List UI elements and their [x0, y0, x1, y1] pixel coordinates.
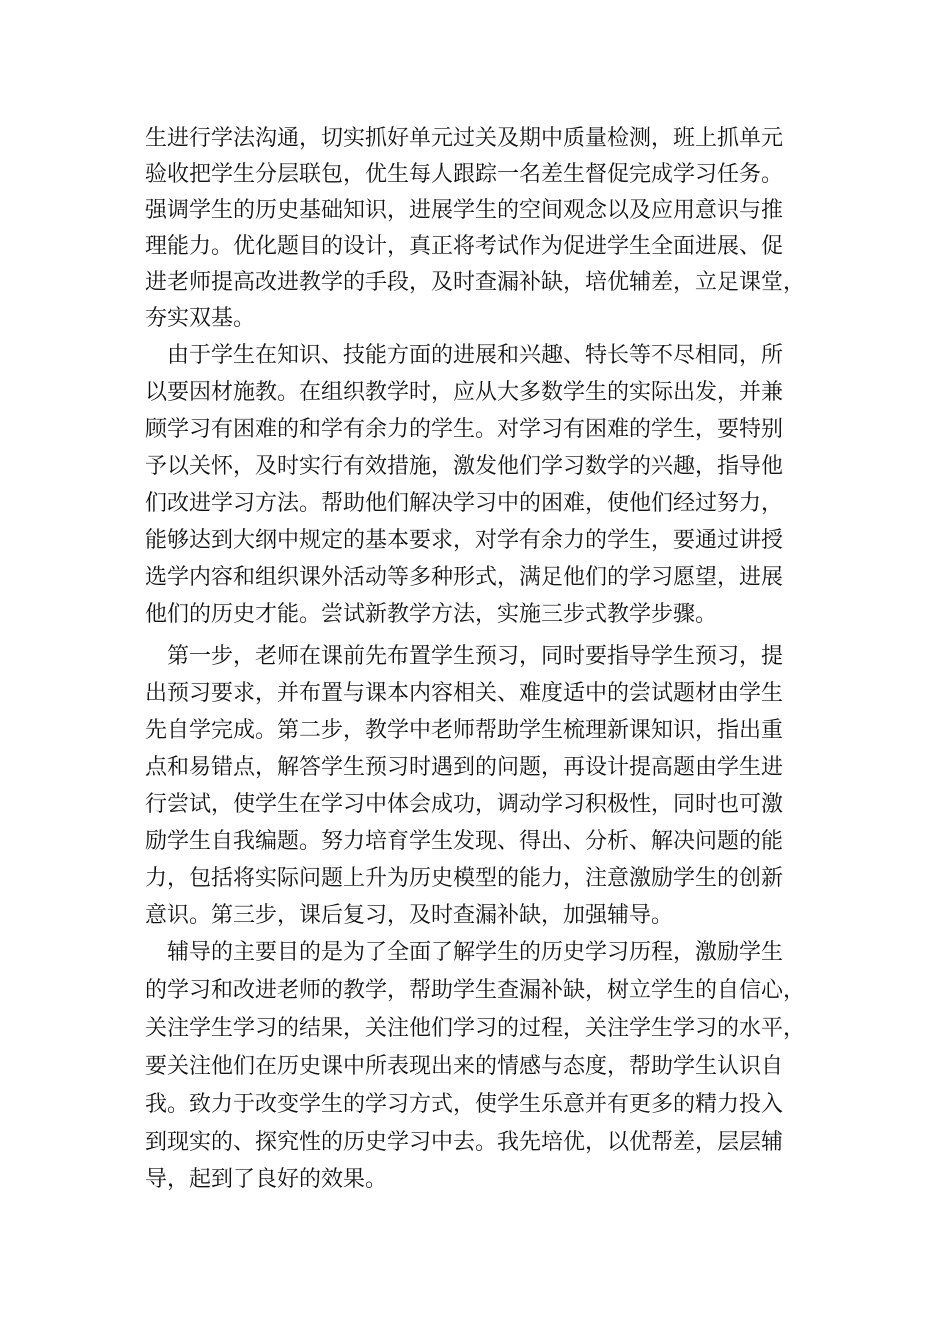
text-line: 点和易错点，解答学生预习时遇到的问题，再设计提高题由学生进: [145, 755, 784, 780]
text-line: 验收把学生分层联包，优生每人跟踪一名差生督促完成学习任务。: [145, 162, 784, 187]
text-line: 意识。第三步，课后复习，及时查漏补缺，加强辅导。: [145, 903, 674, 928]
text-line: 行尝试，使学生在学习中体会成功，调动学习积极性，同时也可激: [145, 792, 784, 817]
text-line: 予以关怀，及时实行有效措施，激发他们学习数学的兴趣，指导他: [145, 454, 784, 479]
text-line: 强调学生的历史基础知识，进展学生的空间观念以及应用意识与推: [145, 198, 784, 223]
text-line: 我。致力于改变学生的学习方式，使学生乐意并有更多的精力投入: [145, 1092, 784, 1117]
text-line: 励学生自我编题。努力培育学生发现、得出、分析、解决问题的能: [145, 829, 784, 854]
text-line: 进老师提高改进教学的手段，及时查漏补缺，培优辅差，立足课堂，: [145, 270, 806, 295]
text-line: 他们的历史才能。尝试新教学方法，实施三步式教学步骤。: [145, 602, 718, 627]
text-line: 辅导的主要目的是为了全面了解学生的历史学习历程，激励学生: [145, 940, 784, 965]
text-line: 到现实的、探究性的历史学习中去。我先培优，以优帮差，层层辅: [145, 1130, 784, 1155]
text-line: 理能力。优化题目的设计，真正将考试作为促进学生全面进展、促: [145, 234, 784, 259]
text-line: 以要因材施教。在组织教学时，应从大多数学生的实际出发，并兼: [145, 380, 784, 405]
text-line: 选学内容和组织课外活动等多种形式，满足他们的学习愿望，进展: [145, 565, 784, 590]
text-line: 的学习和改进老师的教学，帮助学生查漏补缺，树立学生的自信心，: [145, 978, 806, 1003]
text-line: 导，起到了良好的效果。: [145, 1167, 388, 1192]
text-line: 能够达到大纲中规定的基本要求，对学有余力的学生，要通过讲授: [145, 528, 784, 553]
text-line: 夯实双基。: [145, 306, 256, 331]
text-line: 力，包括将实际问题上升为历史模型的能力，注意激励学生的创新: [145, 866, 784, 891]
text-line: 由于学生在知识、技能方面的进展和兴趣、特长等不尽相同，所: [145, 343, 784, 368]
text-line: 要关注他们在历史课中所表现出来的情感与态度，帮助学生认识自: [145, 1054, 784, 1079]
text-line: 先自学完成。第二步，教学中老师帮助学生梳理新课知识，指出重: [145, 718, 784, 743]
text-line: 关注学生学习的结果，关注他们学习的过程，关注学生学习的水平，: [145, 1016, 806, 1041]
text-line: 出预习要求，并布置与课本内容相关、难度适中的尝试题材由学生: [145, 681, 784, 706]
text-line: 们改进学习方法。帮助他们解决学习中的困难，使他们经过努力，: [145, 491, 784, 516]
text-line: 生进行学法沟通，切实抓好单元过关及期中质量检测，班上抓单元: [145, 126, 784, 151]
text-line: 第一步，老师在课前先布置学生预习，同时要指导学生预习，提: [145, 644, 784, 669]
text-line: 顾学习有困难的和学有余力的学生。对学习有困难的学生，要特别: [145, 417, 784, 442]
